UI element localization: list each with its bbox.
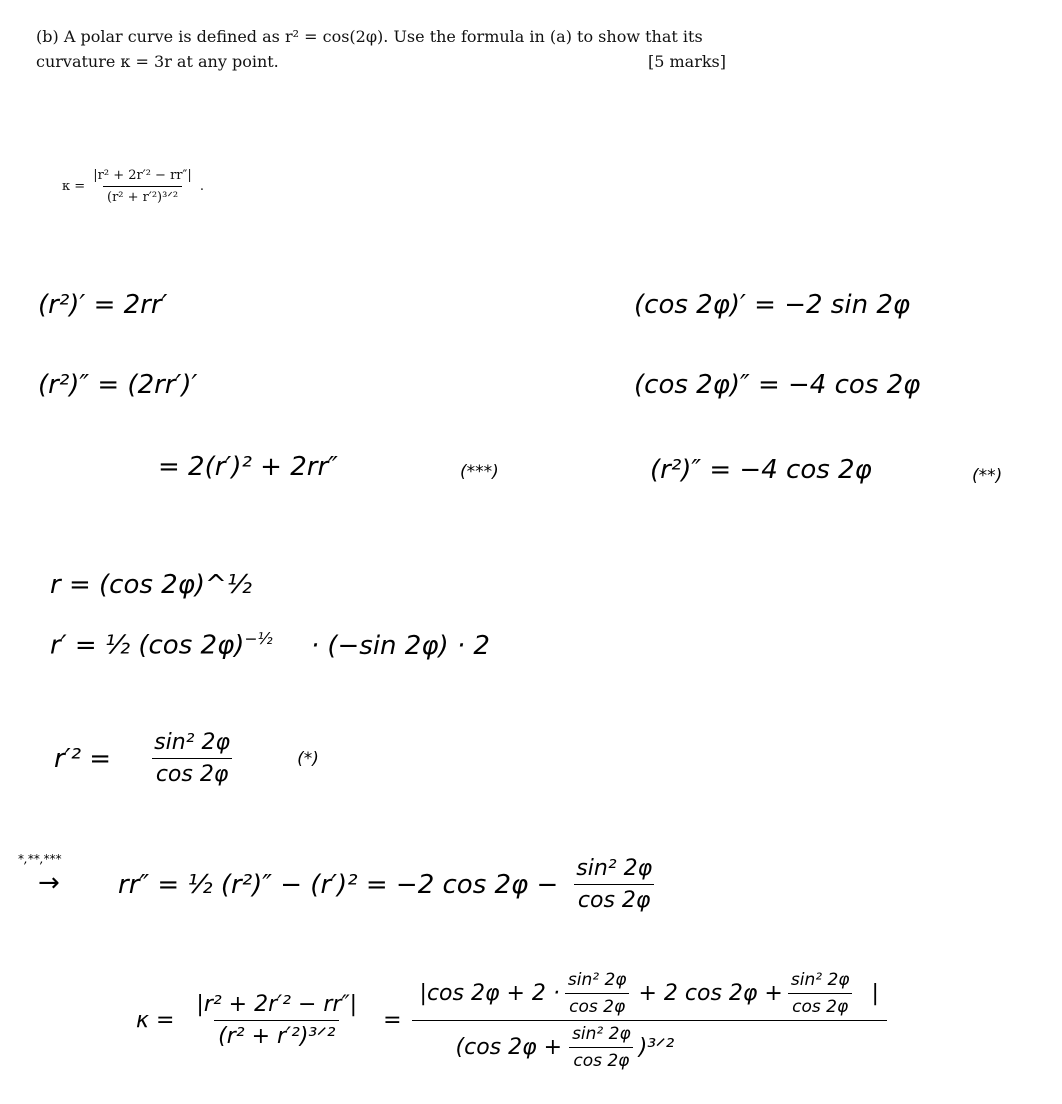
kappa-final-line [136,970,883,1071]
big-num-f2-den: cos 2φ [788,993,852,1017]
big-num-a: |cos 2φ + 2 · [419,981,560,1006]
formula-lhs: κ = [62,179,86,194]
big-den-f-num: sin² 2φ [572,1024,631,1044]
big-num-b: + 2 cos 2φ + [638,981,783,1006]
kappa-final-fraction [192,992,361,1049]
big-den-b: )³ᐟ² [638,1035,675,1060]
big-num-f2-num: sin² 2φ [790,970,850,990]
big-num-fraction-2 [787,970,854,1017]
formula-numerator: |r² + 2r′² − rr″| [93,168,192,183]
work-left-line-2: (r²)″ = (2rr′)′ [38,370,198,400]
question-line-2: curvature κ = 3r at any point. [36,52,279,71]
kappa-final-eq: = [383,1008,402,1033]
work-left-line-1: (r²)′ = 2rr′ [38,290,168,320]
kappa-final-num: |r² + 2r′² − rr″| [196,992,358,1017]
r-definition: r = (cos 2φ)^½ [50,570,252,600]
r-prime-squared [54,730,319,787]
work-left-line-3: = 2(r′)² + 2rr″ [158,452,338,482]
kappa-big-fraction [416,970,883,1071]
r-prime-squared-den: cos 2φ [152,758,233,787]
marks-label: [5 marks] [647,52,726,71]
formula-denominator: (r² + r′²)³ᐟ² [103,186,182,205]
r-prime-squared-num: sin² 2φ [154,730,230,755]
kappa-big-numerator [416,970,883,1020]
kappa-final-lhs: κ = [136,1008,175,1033]
rr-double-prime-expr: rr″ = ½ (r²)″ − (r′)² = −2 cos 2φ − [118,869,559,900]
printed-formula [62,168,204,205]
r-prime-b: · (−sin 2φ) · 2 [310,630,490,661]
r-prime-squared-tag: (*) [297,748,319,769]
formula-trail: . [199,179,205,194]
r-prime-exponent: −½ [244,630,273,648]
big-den-fraction [568,1024,635,1071]
kappa-final-den: (r² + r′²)³ᐟ² [214,1020,339,1049]
rr-double-prime-fraction [572,856,656,913]
r-prime-squared-lhs: r′² = [54,743,112,774]
work-right-line-1: (cos 2φ)′ = −2 sin 2φ [634,290,911,320]
rr-double-prime-num: sin² 2φ [576,856,653,881]
r-prime-a: r′ = ½ (cos 2φ) [50,630,245,661]
big-den-a: (cos 2φ + [455,1035,563,1060]
formula-fraction [89,168,195,205]
rr-double-prime-den: cos 2φ [574,884,655,913]
question-line-1: (b) A polar curve is defined as r² = cos(2φ). Use the formula in (a) to show that its [36,27,703,46]
reference-tags: *,**,*** [18,852,62,866]
question-text [36,24,726,74]
big-num-f1-num: sin² 2φ [567,970,627,990]
big-num-f1-den: cos 2φ [565,993,629,1017]
arrow-icon: → [38,868,60,898]
rr-double-prime-line [118,856,656,913]
r-prime-squared-fraction [137,730,247,787]
work-right-line-2: (cos 2φ)″ = −4 cos 2φ [634,370,921,400]
big-num-c: | [871,981,879,1006]
big-num-fraction-1 [564,970,631,1017]
work-right-line-3-tag: (**) [972,466,1003,486]
r-prime-line [50,630,490,661]
kappa-big-denominator [412,1020,887,1071]
big-den-f-den: cos 2φ [569,1047,633,1071]
work-left-line-3-tag: (***) [460,462,499,482]
work-right-line-3: (r²)″ = −4 cos 2φ [650,455,872,485]
